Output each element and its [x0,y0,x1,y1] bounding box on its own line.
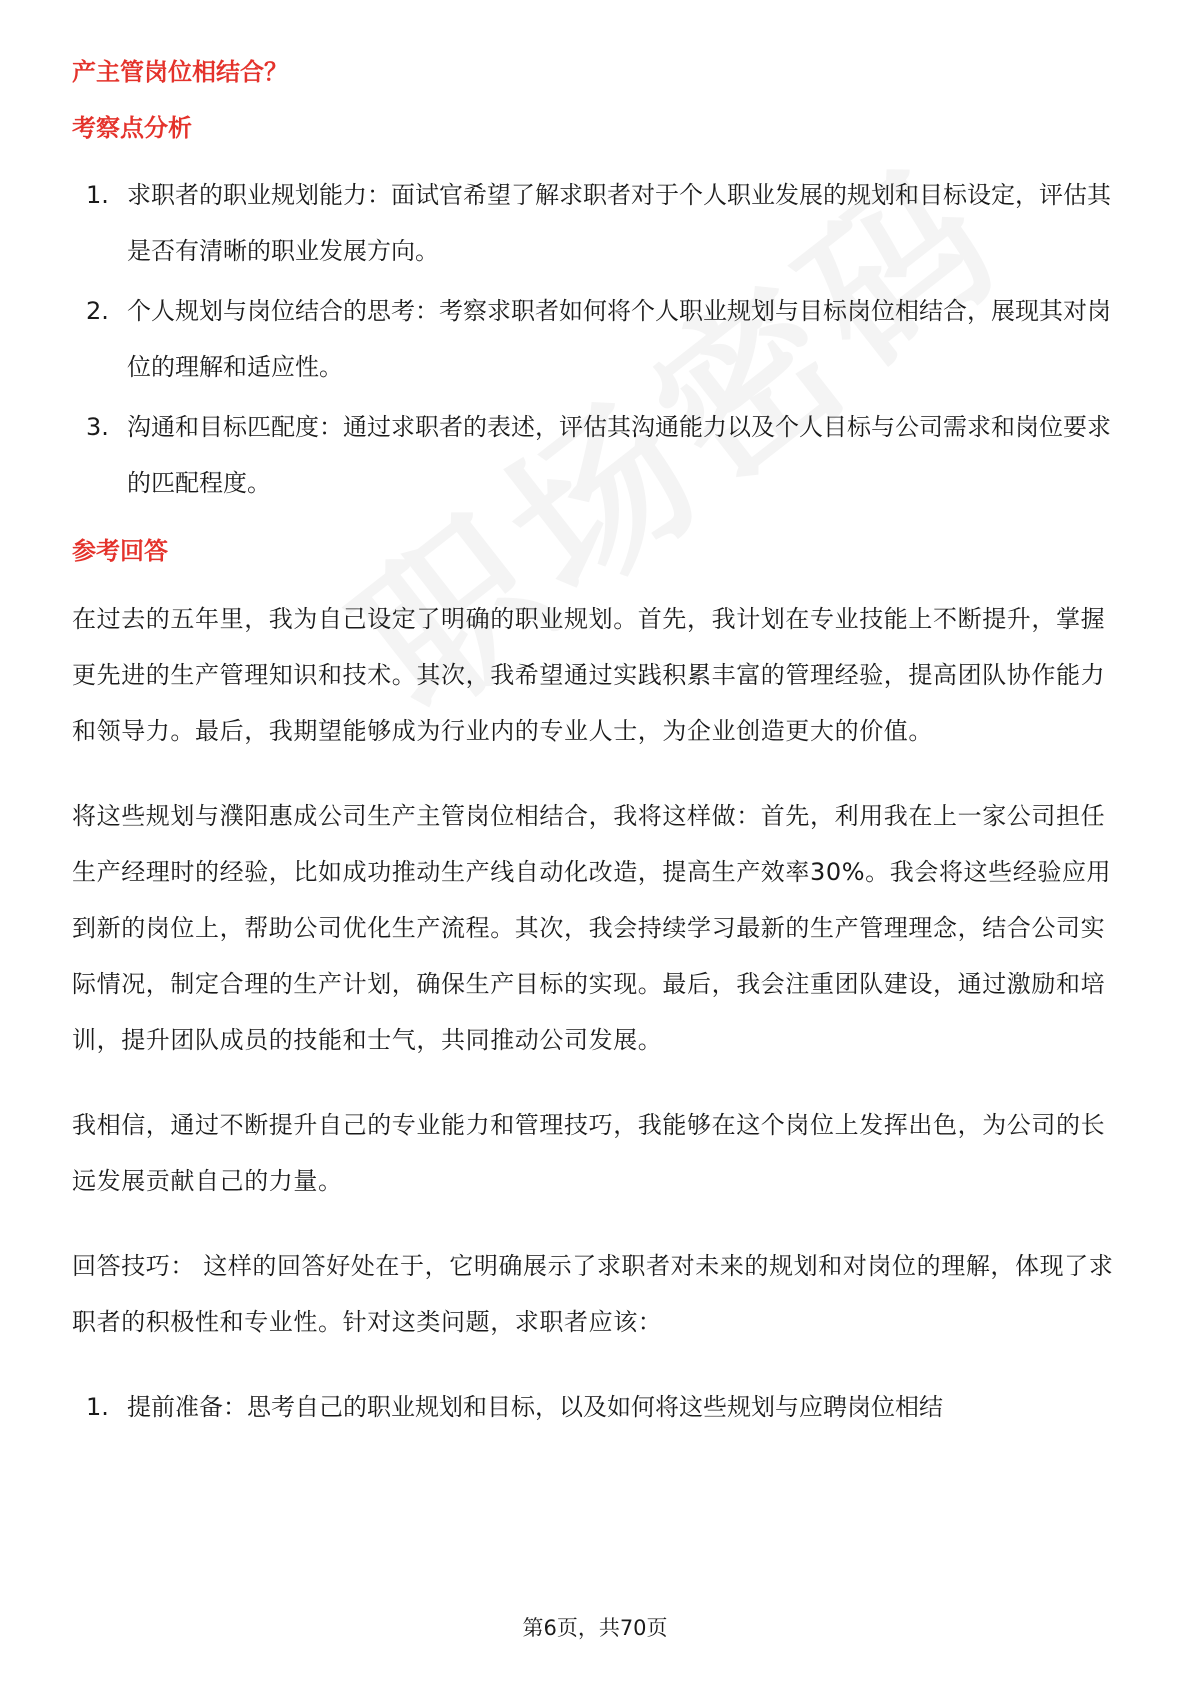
list-item-number: 3. [86,413,109,441]
analysis-heading: 考察点分析 [72,114,192,142]
answer-tips-paragraph: 回答技巧： 这样的回答好处在于，它明确展示了求职者对未来的规划和对岗位的理解，体现了求职者的积极性和专业性。针对这类问题，求职者应该： [72,1252,1114,1336]
list-item-text: 求职者的职业规划能力：面试官希望了解求职者对于个人职业发展的规划和目标设定，评估其是否有清晰的职业发展方向。 [127,181,1111,265]
list-item-number: 1. [86,1393,109,1421]
analysis-list [72,167,1120,511]
list-item [72,167,1120,279]
answer-heading: 参考回答 [72,537,168,565]
list-item-text: 沟通和目标匹配度：通过求职者的表述，评估其沟通能力以及个人目标与公司需求和岗位要求的匹配程度。 [127,413,1111,497]
list-item [72,1379,1120,1435]
question-title-continuation: 产主管岗位相结合？ [72,58,288,86]
answer-paragraph: 将这些规划与濮阳惠成公司生产主管岗位相结合，我将这样做：首先，利用我在上一家公司担任生产经理时的经验，比如成功推动生产线自动化改造，提高生产效率30%。我会将这些经验应用到新的岗位上，帮助公司优化生产流程。其次，我会持续学习最新的生产管理理念，结合公司实际情况，制定合理的生产计划，确保生产目标的实现。最后，我会注重团队建设，通过激励和培训，提升团队成员的技能和士气，共同推动公司发展。 [72,802,1112,1054]
tips-list [72,1379,1120,1435]
page-number: 第6页，共70页 [522,1616,668,1640]
list-item-text: 个人规划与岗位结合的思考：考察求职者如何将个人职业规划与目标岗位相结合，展现其对岗位的理解和适应性。 [127,297,1111,381]
list-item [72,283,1120,395]
list-item [72,399,1120,511]
answer-paragraph: 在过去的五年里，我为自己设定了明确的职业规划。首先，我计划在专业技能上不断提升，掌握更先进的生产管理知识和技术。其次，我希望通过实践积累丰富的管理经验，提高团队协作能力和领导力。最后，我期望能够成为行业内的专业人士，为企业创造更大的价值。 [72,605,1106,745]
page-content [72,55,1120,1439]
answer-paragraph: 我相信，通过不断提升自己的专业能力和管理技巧，我能够在这个岗位上发挥出色，为公司的长远发展贡献自己的力量。 [72,1111,1106,1195]
list-item-number: 1. [86,181,109,209]
list-item-number: 2. [86,297,109,325]
list-item-text: 提前准备：思考自己的职业规划和目标，以及如何将这些规划与应聘岗位相结 [127,1393,943,1421]
